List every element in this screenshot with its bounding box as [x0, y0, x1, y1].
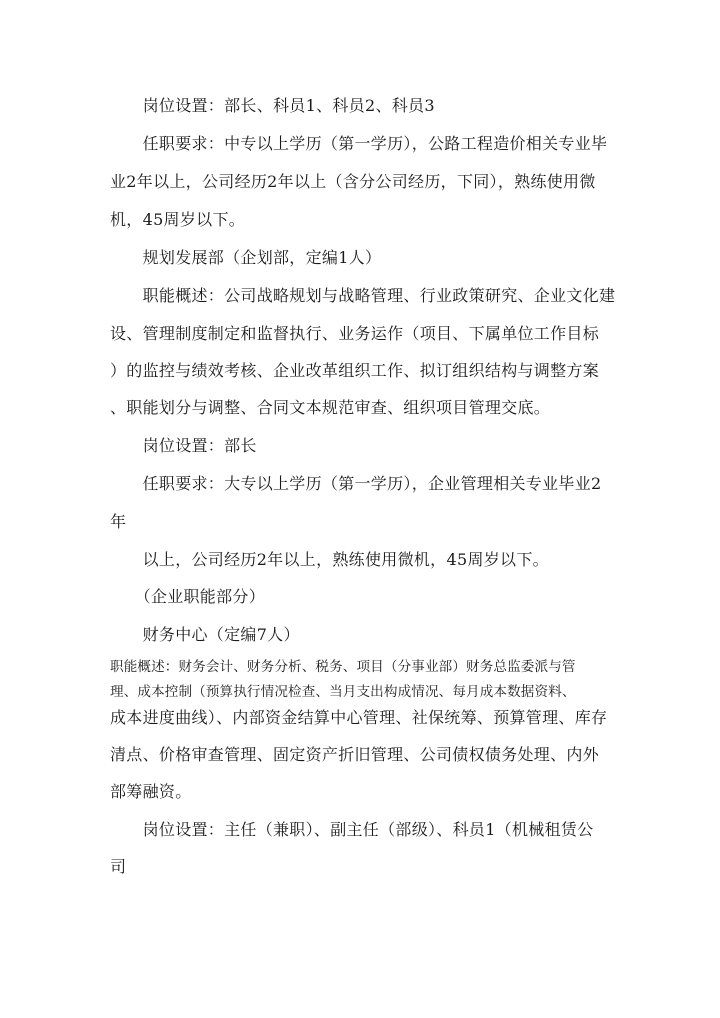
text-line: ）的监控与绩效考核、企业改革组织工作、拟订组织结构与调整方案: [110, 361, 600, 380]
text-line: 设、管理制度制定和监督执行、业务运作（项目、下属单位工作目标: [110, 324, 600, 343]
text-line: 年: [110, 512, 127, 531]
text-line: 、职能划分与调整、合同文本规范审查、组织项目管理交底。: [110, 398, 551, 417]
text-line: 岗位设置：部长: [110, 436, 257, 455]
text-line: 成本进度曲线）、内部资金结算中心管理、社保统筹、预算管理、库存: [110, 708, 608, 727]
text-line: 业2年以上，公司经历2年以上（含分公司经历，下同），熟练使用微: [110, 172, 596, 191]
text-line: 部筹融资。: [110, 782, 192, 801]
text-line: 任职要求：大专以上学历（第一学历），企业管理相关专业毕业2: [110, 474, 602, 493]
text-line: 财务中心（定编7人）: [110, 625, 300, 644]
text-line: 岗位设置：部长、科员1、科员2、科员3: [110, 96, 435, 115]
text-line: 任职要求：中专以上学历（第一学历），公路工程造价相关专业毕: [110, 134, 608, 153]
text-line: 职能概述：公司战略规划与战略管理、行业政策研究、企业文化建: [110, 286, 616, 305]
text-line: 职能概述：财务会计、财务分析、税务、项目（分事业部）财务总监委派与管: [110, 659, 576, 675]
text-line: 清点、价格审查管理、固定资产折旧管理、公司债权债务处理、内外: [110, 745, 600, 764]
text-line: 岗位设置：主任（兼职）、副主任（部级）、科员1（机械租赁公: [110, 820, 594, 839]
text-line: 以上，公司经历2年以上，熟练使用微机，45周岁以下。: [110, 550, 549, 569]
text-line: （企业职能部分）: [110, 587, 266, 606]
text-line: 理、成本控制（预算执行情况检查、当月支出构成情况、每月成本数据资料、: [110, 684, 576, 700]
text-line: 机，45周岁以下。: [110, 210, 246, 229]
text-line: 司: [110, 857, 127, 876]
text-line: 规划发展部（企划部，定编1人）: [110, 248, 382, 267]
